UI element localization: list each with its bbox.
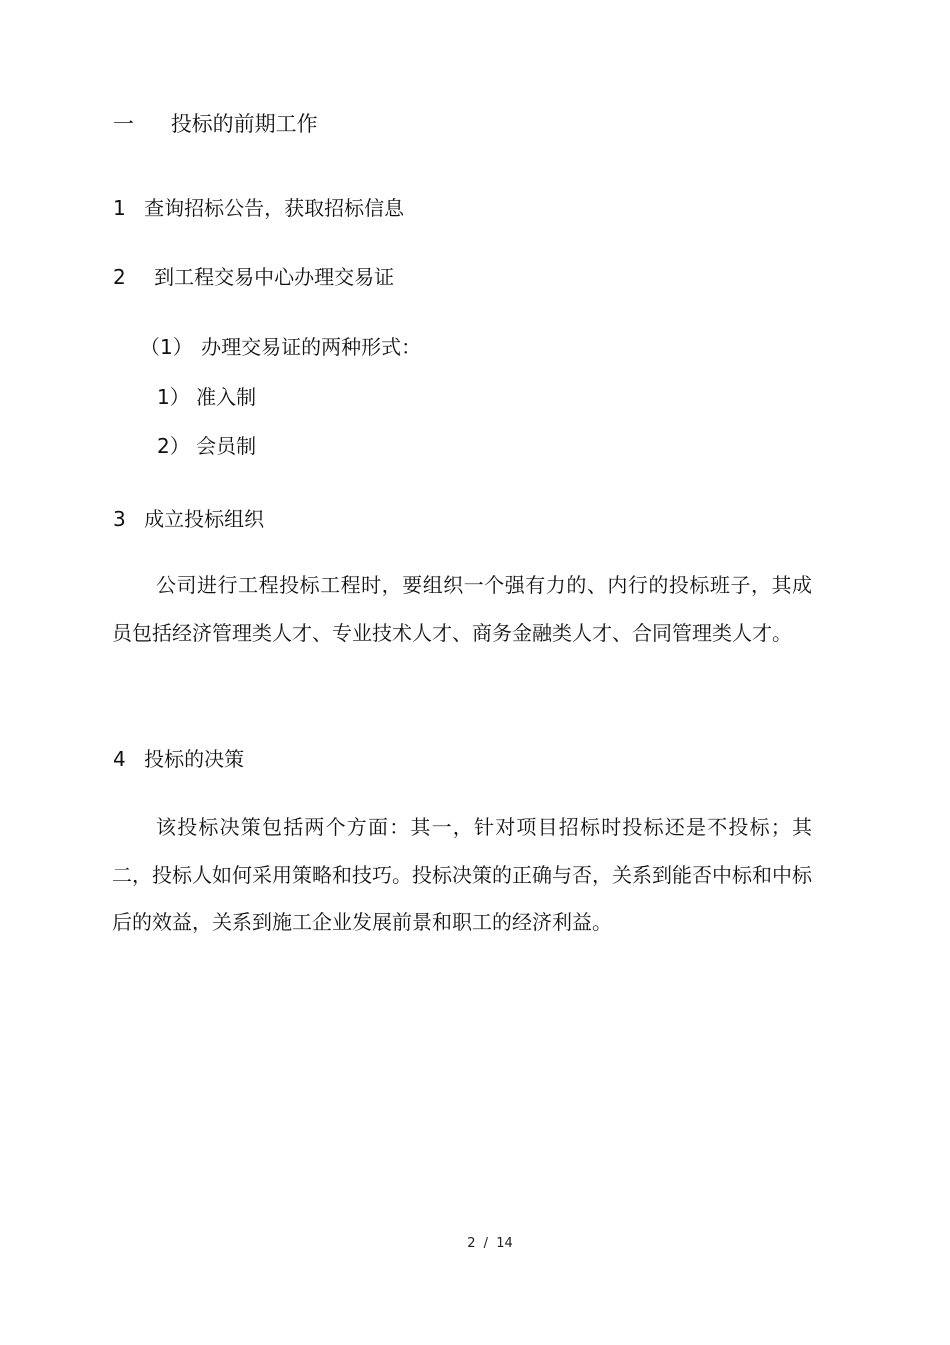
- item-text: 成立投标组织: [144, 507, 265, 531]
- section-title: 投标的前期工作: [170, 112, 318, 136]
- section-heading: [113, 110, 318, 138]
- page-separator: /: [483, 1236, 489, 1251]
- list-item: [113, 505, 264, 533]
- item-number: 4: [113, 747, 126, 771]
- item-number: 1: [113, 196, 126, 220]
- item-number: 1）: [157, 385, 190, 409]
- item-text: 到工程交易中心办理交易证: [154, 265, 395, 289]
- total-pages: 14: [496, 1236, 513, 1251]
- item-text: 投标的决策: [144, 747, 245, 771]
- item-text: 准入制: [196, 385, 257, 409]
- item-number: 2: [113, 265, 126, 289]
- current-page: 2: [467, 1236, 476, 1251]
- sub-item-text: 办理交易证的两种形式：: [201, 335, 422, 359]
- item-number: 3: [113, 507, 126, 531]
- paragraph: 公司进行工程投标工程时，要组织一个强有力的、内行的投标班子，其成员包括经济管理类人才、专业技术人才、商务金融类人才、合同管理类人才。: [112, 573, 812, 645]
- list-item: [113, 194, 404, 222]
- list-item: [157, 432, 256, 460]
- page-number: [0, 1236, 950, 1252]
- item-number: 2）: [157, 434, 190, 458]
- paragraph: 该投标决策包括两个方面：其一，针对项目招标时投标还是不投标；其二，投标人如何采用策略和技巧。投标决策的正确与否，关系到能否中标和中标后的效益，关系到施工企业发展前景和职工的经济利益。: [112, 815, 812, 934]
- item-text: 会员制: [196, 434, 257, 458]
- list-item: [113, 745, 244, 773]
- section-number: 一: [113, 112, 134, 136]
- list-item: [157, 383, 256, 411]
- item-text: 查询招标公告，获取招标信息: [144, 196, 405, 220]
- list-item: [113, 263, 394, 291]
- sub-item: [140, 333, 421, 361]
- sub-item-number: （1）: [140, 335, 193, 359]
